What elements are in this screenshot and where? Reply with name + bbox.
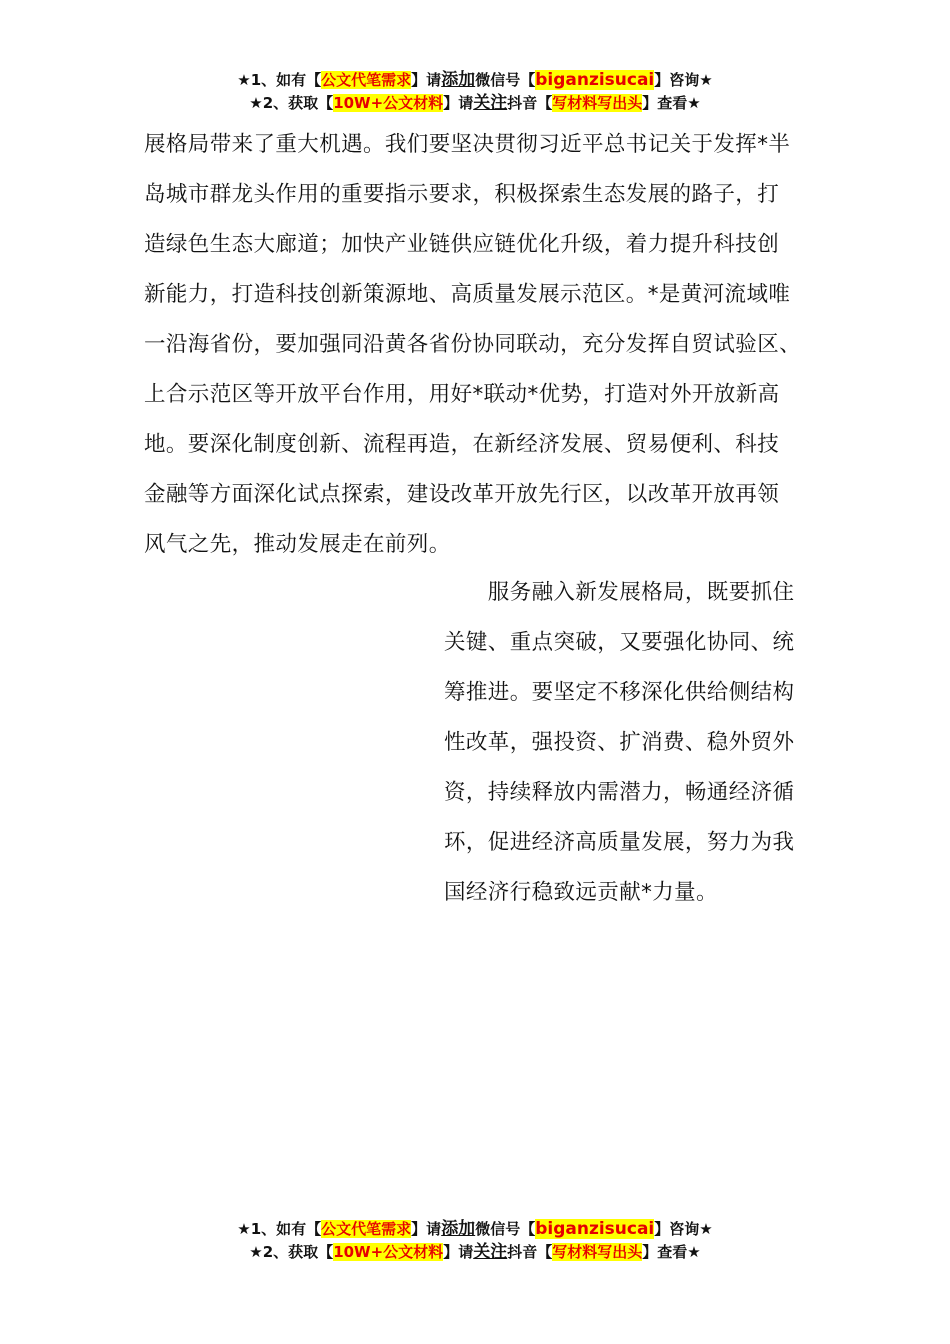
- promo-text: 】咨询★: [654, 1220, 713, 1238]
- promo-text: 微信号【: [475, 1220, 536, 1238]
- promo-text: ★1、如有【: [237, 1220, 322, 1238]
- text-line: 环，促进经济高质量发展，努力为我: [444, 830, 795, 855]
- promo-text: 抖音【: [507, 94, 553, 112]
- text-line: 一沿海省份，要加强同沿黄各省份协同联动，充分发挥自贸试验区、: [144, 332, 802, 357]
- footer-promo-banner: [0, 1218, 950, 1264]
- promo-text: 】请: [443, 94, 474, 112]
- promo-line-2: [0, 92, 950, 115]
- promo-line-2: [0, 1241, 950, 1264]
- douyin-id-highlight: 写材料写出头: [552, 1243, 643, 1261]
- wechat-id-highlight: biganzisucai: [535, 1219, 655, 1239]
- right-column-paragraph: [444, 568, 814, 918]
- text-line: 上合示范区等开放平台作用，用好*联动*优势，打造对外开放新高: [144, 382, 780, 407]
- promo-emphasis: 关注: [473, 1242, 508, 1262]
- wechat-id-highlight: biganzisucai: [535, 70, 655, 90]
- promo-highlight: 公文代笔需求: [321, 71, 412, 89]
- text-line: 关键、重点突破，又要强化协同、统: [444, 630, 795, 655]
- promo-text: 】请: [411, 1220, 442, 1238]
- promo-line-1: [0, 1218, 950, 1241]
- promo-text: 抖音【: [507, 1243, 553, 1261]
- text-line: 金融等方面深化试点探索，建设改革开放先行区，以改革开放再领: [144, 482, 780, 507]
- text-line: 筹推进。要坚定不移深化供给侧结构: [444, 680, 795, 705]
- text-line: 岛城市群龙头作用的重要指示要求，积极探索生态发展的路子，打: [144, 182, 780, 207]
- promo-text: 】查看★: [642, 1243, 701, 1261]
- text-line: 国经济行稳致远贡献*力量。: [444, 880, 718, 905]
- promo-text: ★2、获取【: [249, 1243, 334, 1261]
- promo-line-1: [0, 69, 950, 92]
- promo-text: 】咨询★: [654, 71, 713, 89]
- text-line: 新能力，打造科技创新策源地、高质量发展示范区。*是黄河流域唯: [144, 282, 791, 307]
- promo-emphasis: 关注: [473, 93, 508, 113]
- text-line: 资，持续释放内需潜力，畅通经济循: [444, 780, 795, 805]
- promo-text: 】请: [411, 71, 442, 89]
- promo-emphasis: 添加: [441, 1219, 476, 1239]
- douyin-id-highlight: 写材料写出头: [552, 94, 643, 112]
- promo-emphasis: 添加: [441, 70, 476, 90]
- text-line: 造绿色生态大廊道；加快产业链供应链优化升级，着力提升科技创: [144, 232, 780, 257]
- promo-highlight: 10W+公文材料: [333, 94, 444, 112]
- promo-text: 微信号【: [475, 71, 536, 89]
- promo-text: ★2、获取【: [249, 94, 334, 112]
- body-paragraph: [144, 120, 820, 570]
- promo-highlight: 公文代笔需求: [321, 1220, 412, 1238]
- promo-text: 】请: [443, 1243, 474, 1261]
- text-line: 地。要深化制度创新、流程再造，在新经济发展、贸易便利、科技: [144, 432, 780, 457]
- promo-text: 】查看★: [642, 94, 701, 112]
- text-line: 服务融入新发展格局，既要抓住: [444, 580, 795, 605]
- header-promo-banner: [0, 69, 950, 115]
- text-line: 风气之先，推动发展走在前列。: [144, 532, 451, 557]
- promo-highlight: 10W+公文材料: [333, 1243, 444, 1261]
- text-line: 展格局带来了重大机遇。我们要坚决贯彻习近平总书记关于发挥*半: [144, 132, 791, 157]
- text-line: 性改革，强投资、扩消费、稳外贸外: [444, 730, 795, 755]
- promo-text: ★1、如有【: [237, 71, 322, 89]
